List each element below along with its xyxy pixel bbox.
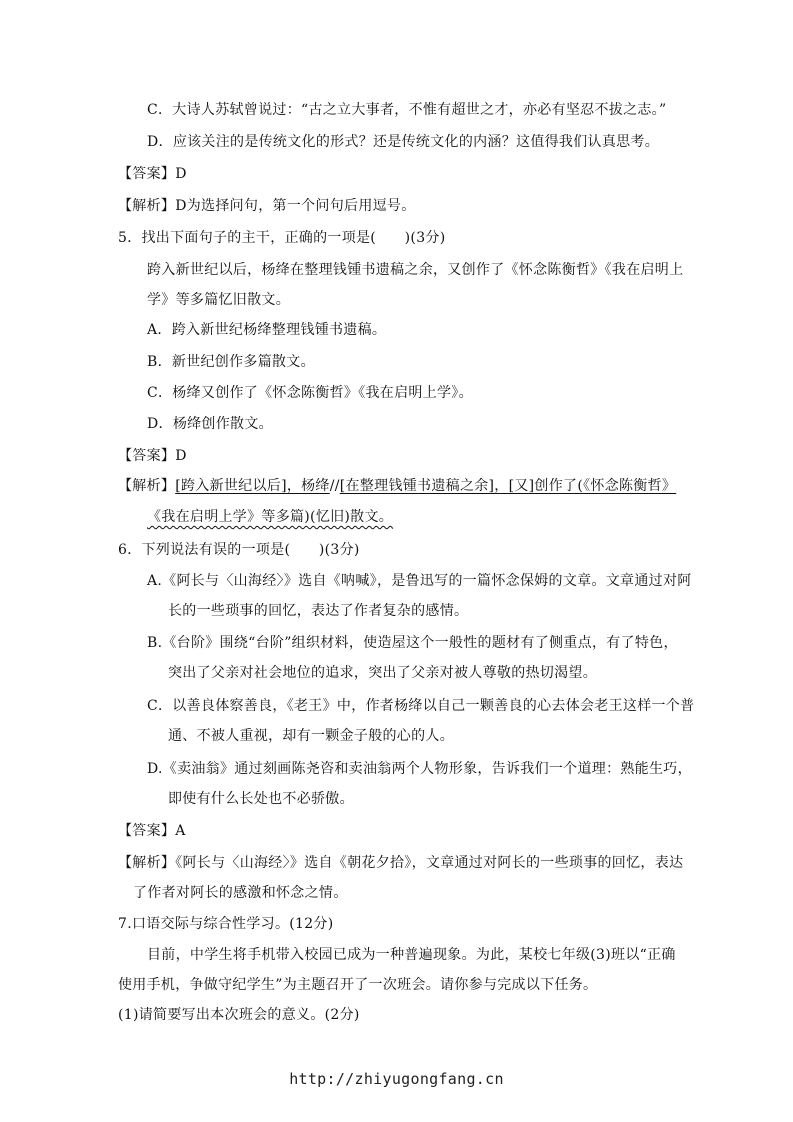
analysis-text: 【解析】D为选择问句，第一个问句后用逗号。: [118, 198, 416, 214]
divider-mark: //: [329, 478, 340, 494]
question-6-option-d-cont: 即使有什么长处也不必骄傲。: [168, 791, 354, 807]
question-7-paragraph-cont: 使用手机，争做守纪学生”为主题召开了一次班会。请你参与完成以下任务。: [118, 977, 598, 993]
question-7-subquestion-1: (1)请简要写出本次班会的意义。(2分): [118, 1007, 360, 1023]
question-6-option-b: B.《台阶》围绕“台阶”组织材料，使造屋这个一般性的题材有了侧重点，有了特色，: [147, 635, 678, 651]
question-5-sentence-cont: 学》等多篇忆旧散文。: [147, 292, 290, 308]
question-6-option-d: D.《卖油翁》通过刻画陈尧咨和卖油翁两个人物形象，告诉我们一个道理：熟能生巧，: [147, 761, 692, 777]
question-6-option-b-cont: 突出了父亲对社会地位的追求，突出了父亲对被人尊敬的热切渴望。: [168, 665, 597, 681]
answer-label: 【答案】A: [118, 823, 186, 839]
question-6-option-c-cont: 通、不被人重视，却有一颗金子般的心的人。: [168, 728, 454, 744]
question-5-option-a: A．跨入新世纪杨绛整理钱锺书遗稿。: [147, 322, 387, 338]
analysis-sentence-structure-cont: [147, 508, 393, 526]
subject-phrase: [跨入新世纪以后]，杨绛: [175, 478, 330, 494]
question-6-option-a: A.《阿长与〈山海经〉》选自《呐喊》，是鲁迅写的一篇怀念保姆的文章。文章通过对阿: [147, 573, 692, 589]
question-7-title: 7.口语交际与综合性学习。(12分): [118, 916, 334, 932]
answer-label: 【答案】D: [118, 166, 187, 182]
option-d-text: D．应该关注的是传统文化的形式？还是传统文化的内涵？这值得我们认真思考。: [147, 134, 660, 150]
answer-label: 【答案】D: [118, 448, 187, 464]
analysis-sentence-structure: [118, 477, 676, 495]
question-6-title: 6．下列说法有误的一项是( )(3分): [118, 542, 360, 558]
question-6-option-a-cont: 长的一些琐事的回忆，表达了作者复杂的感情。: [168, 603, 469, 619]
option-c-text: C．大诗人苏轼曾说过：“古之立大事者，不惟有超世之才，亦必有坚忍不拔之志。”: [147, 102, 667, 118]
analysis-label: 【解析】: [118, 478, 176, 494]
question-5-sentence: 跨入新世纪以后，杨绛在整理钱锺书遗稿之余，又创作了《怀念陈衡哲》《我在启明上: [147, 262, 684, 278]
analysis-text-cont: 了作者对阿长的感激和怀念之情。: [133, 885, 348, 901]
question-5-option-b: B．新世纪创作多篇散文。: [147, 354, 315, 370]
analysis-text: 【解析】《阿长与〈山海经〉》选自《朝花夕拾》，文章通过对阿长的一些琐事的回忆，表达: [118, 855, 684, 871]
footer-url: http://zhiyugongfang.cn: [289, 1070, 504, 1088]
question-6-option-c: C．以善良体察善良，《老王》中，作者杨绛以自己一颗善良的心去体会老王这样一个普: [147, 698, 695, 714]
question-5-option-d: D．杨绛创作散文。: [147, 416, 273, 432]
question-5-title: 5．找出下面句子的主干，正确的一项是( )(3分): [118, 230, 446, 246]
predicate-phrase: [在整理钱锺书遗稿之余]，[又]创作了(《怀念陈衡哲》: [339, 478, 677, 494]
question-5-option-c: C．杨绛又创作了《怀念陈衡哲》《我在启明上学》。: [147, 385, 473, 401]
object-phrase: 《我在启明上学》等多篇)(忆旧)散文。: [147, 509, 394, 525]
question-7-paragraph: 目前，中学生将手机带入校园已成为一种普遍现象。为此，某校七年级(3)班以“正确: [147, 947, 676, 963]
